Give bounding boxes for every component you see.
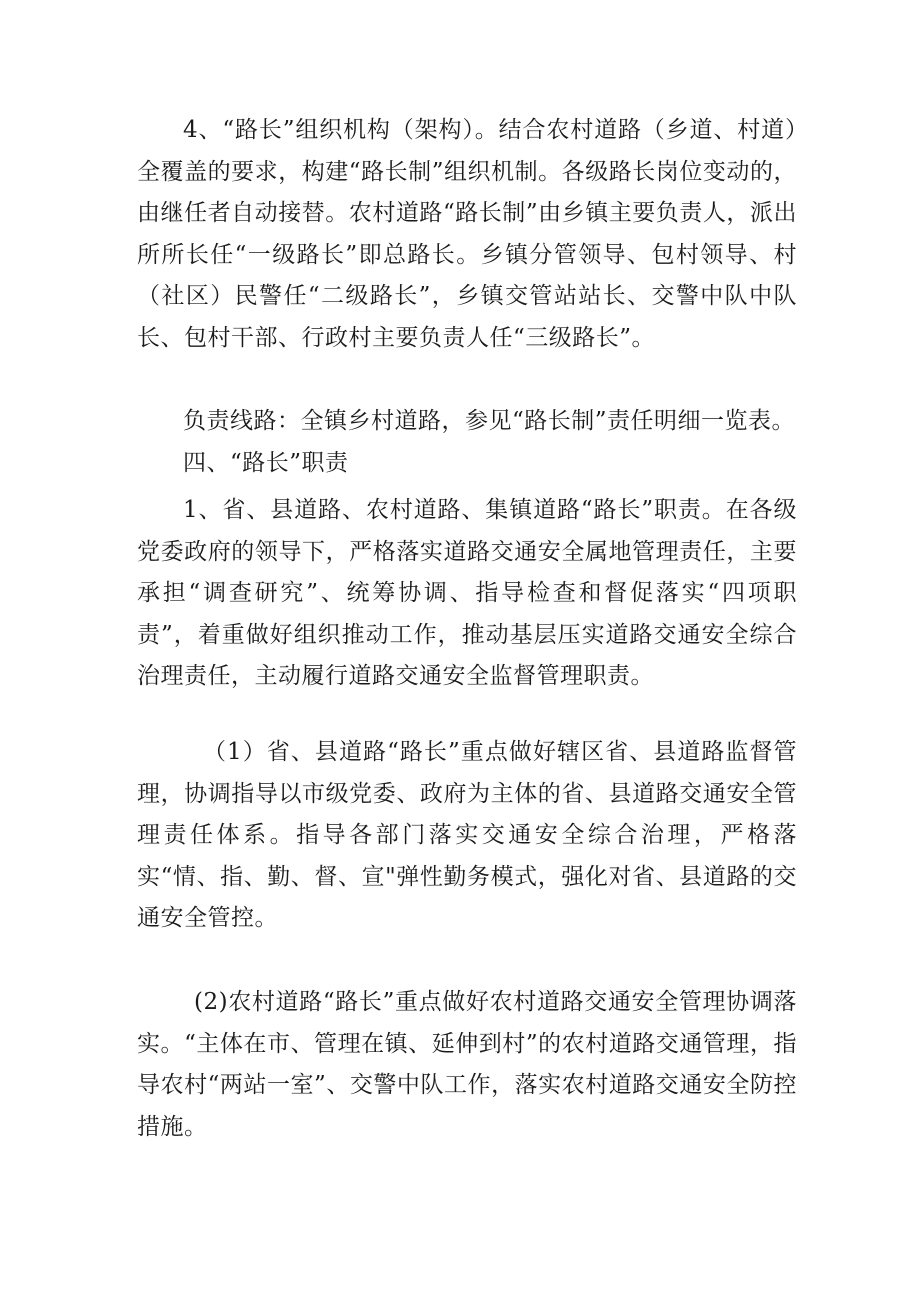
paragraph-road-chief-organization: 4、“路长”组织机构（架构）。结合农村道路（乡道、村道）全覆盖的要求，构建“路长制”组织机制。各级路长岗位变动的，由继任者自动接替。农村道路“路长制”由乡镇主要负责人，派出所所长任“一级路长”即总路长。乡镇分管领导、包村领导、村（社区）民警任“二级路长”，乡镇交管站站长、交警中队中队长、包村干部、行政村主要负责人任“三级路长”。: [137, 117, 797, 351]
paragraph-rural-roads: (2)农村道路“路长”重点做好农村道路交通安全管理协调落实。“主体在市、管理在镇、延伸到村”的农村道路交通管理，指导农村“两站一室”、交警中队工作，落实农村道路交通安全防控措施。: [137, 989, 797, 1140]
paragraph-duties-overview: 1、省、县道路、农村道路、集镇道路“路长”职责。在各级党委政府的领导下，严格落实道路交通安全属地管理责任，主要承担“调查研究”、统筹协调、指导检查和督促落实“四项职责”，着重做好组织推动工作，推动基层压实道路交通安全综合治理责任，主动履行道路交通安全监督管理职责。: [137, 497, 797, 689]
section-heading-duties: 四、“路长”职责: [183, 450, 349, 476]
paragraph-responsible-routes: 负责线路：全镇乡村道路，参见“路长制”责任明细一览表。: [183, 408, 796, 434]
paragraph-provincial-county-roads: （1）省、县道路“路长”重点做好辖区省、县道路监督管理，协调指导以市级党委、政府为主体的省、县道路交通安全管理责任体系。指导各部门落实交通安全综合治理，严格落实“情、指、勤、督、宣"弹性勤务模式，强化对省、县道路的交通安全管控。: [137, 739, 797, 931]
